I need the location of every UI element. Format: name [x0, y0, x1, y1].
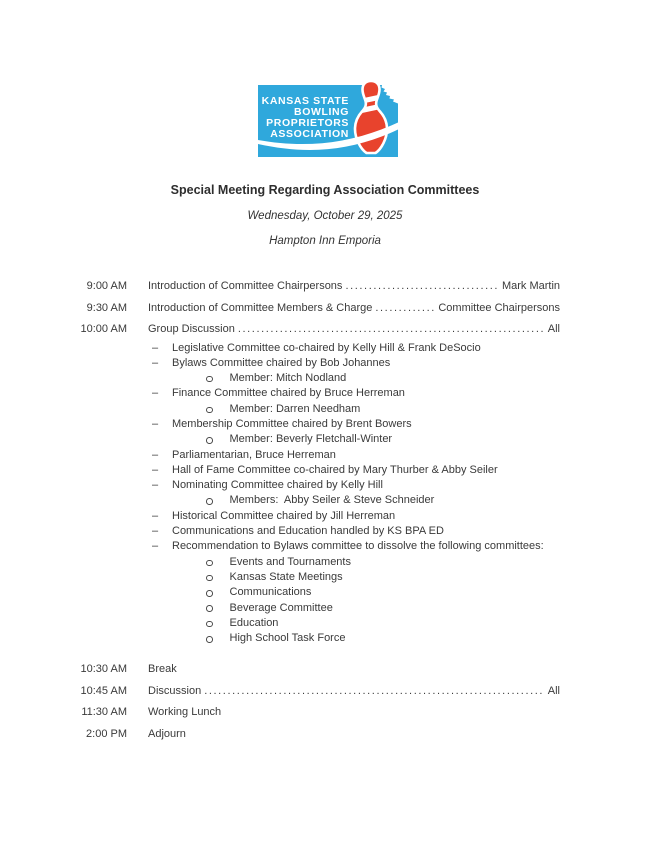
- agenda-item-text: Introduction of Committee Chairpersons: [148, 280, 343, 292]
- logo-line-1: KANSAS STATE: [261, 95, 349, 107]
- logo-line-2: BOWLING: [293, 106, 349, 118]
- agenda-subsubitem: [148, 493, 560, 508]
- dot-leader: [238, 322, 545, 338]
- agenda-time: 10:00 AM: [80, 323, 127, 335]
- circle-bullet-icon: [206, 590, 213, 597]
- dot-leader: [375, 301, 435, 317]
- dash-bullet-icon: –: [152, 356, 159, 369]
- dash-bullet-icon: –: [152, 387, 159, 400]
- meeting-title: Special Meeting Regarding Association Committees: [170, 183, 480, 197]
- agenda-item-text: Working Lunch: [148, 706, 222, 719]
- agenda-subsubitem: [148, 555, 560, 570]
- agenda-line: [148, 662, 560, 678]
- subitem-text: Hall of Fame Committee co-chaired by Mary Thurber & Abby Seiler: [172, 463, 498, 476]
- agenda-row: [70, 322, 560, 656]
- agenda-time: 9:30 AM: [86, 301, 127, 314]
- subitem-text: Recommendation to Bylaws committee to dissolve the following committees:: [172, 540, 544, 553]
- agenda-row: [70, 727, 560, 743]
- agenda-subitem: [148, 524, 560, 539]
- circle-bullet-icon: [206, 376, 213, 383]
- dash-bullet-icon: –: [152, 341, 159, 354]
- subitem-text: Events and Tournaments: [229, 555, 351, 568]
- subitem-text: Members: Abby Seiler & Steve Schneider: [229, 494, 435, 507]
- agenda-subsubitem: [148, 585, 560, 600]
- circle-bullet-icon: [206, 621, 213, 628]
- dash-bullet-icon: –: [152, 509, 159, 522]
- agenda-time: 11:30 AM: [81, 706, 127, 719]
- agenda-assignee: All: [547, 684, 560, 697]
- agenda-row: [70, 684, 560, 700]
- agenda-subitem: [148, 386, 560, 401]
- agenda-time: 10:30 AM: [80, 663, 127, 676]
- agenda-subsubitem: [148, 601, 560, 616]
- subitem-text: Communications and Education handled by KS BPA ED: [172, 525, 444, 538]
- agenda-item-text: Group Discussion: [148, 323, 235, 335]
- subitem-text: Education: [229, 616, 279, 629]
- subitem-text: Legislative Committee co-chaired by Kelly Hill & Frank DeSocio: [172, 341, 481, 354]
- subitem-text: Member: Darren Needham: [229, 402, 361, 415]
- dash-bullet-icon: –: [152, 448, 159, 461]
- agenda-time: 2:00 PM: [86, 727, 127, 740]
- subitem-text: Communications: [229, 586, 312, 599]
- agenda-subsubitem: [148, 631, 560, 646]
- dot-leader: [204, 684, 545, 700]
- agenda-time: 9:00 AM: [86, 280, 127, 292]
- agenda-subitem: [148, 509, 560, 524]
- agenda-subitem: [148, 478, 560, 493]
- subitem-text: Member: Mitch Nodland: [229, 372, 347, 385]
- agenda-subsubitem: [148, 570, 560, 585]
- agenda-assignee: All: [547, 323, 560, 335]
- dash-bullet-icon: –: [152, 540, 159, 553]
- agenda-subitem: [148, 417, 560, 432]
- agenda-row-body: [148, 705, 560, 721]
- agenda-item-text: Break: [148, 663, 177, 676]
- circle-bullet-icon: [206, 605, 213, 612]
- agenda-row-body: [148, 684, 560, 700]
- agenda-time: 10:45 AM: [80, 684, 127, 697]
- agenda-line: [148, 322, 560, 338]
- agenda-list: [70, 279, 560, 742]
- agenda-row: [70, 662, 560, 678]
- logo-line-3: PROPRIETORS: [265, 117, 349, 129]
- agenda-assignee: Committee Chairpersons: [438, 301, 560, 314]
- agenda-row-body: [148, 662, 560, 678]
- agenda-line: [148, 301, 560, 317]
- agenda-row: [70, 705, 560, 721]
- agenda-subitem: [148, 539, 560, 554]
- agenda-row-body: [148, 727, 560, 743]
- subitem-text: Parliamentarian, Bruce Herreman: [172, 448, 336, 461]
- agenda-subsubitem: [148, 616, 560, 631]
- agenda-subitem: [148, 356, 560, 371]
- agenda-subsubitem: [148, 402, 560, 417]
- agenda-subitem: [148, 448, 560, 463]
- agenda-assignee: Mark Martin: [501, 280, 560, 292]
- agenda-row-body: [148, 301, 560, 317]
- dash-bullet-icon: –: [152, 417, 159, 430]
- circle-bullet-icon: [206, 560, 213, 567]
- logo-line-4: ASSOCIATION: [269, 128, 349, 140]
- agenda-item-text: Discussion: [148, 684, 202, 697]
- dash-bullet-icon: –: [152, 479, 159, 492]
- circle-bullet-icon: [206, 437, 213, 444]
- agenda-row: [70, 301, 560, 317]
- circle-bullet-icon: [206, 498, 213, 505]
- dot-leader: [345, 279, 499, 295]
- kansas-state-bowling-logo: [256, 80, 401, 158]
- subitem-text: High School Task Force: [229, 632, 346, 645]
- subitem-text: Historical Committee chaired by Jill Herreman: [172, 509, 396, 522]
- circle-bullet-icon: [206, 636, 213, 643]
- subitem-text: Nominating Committee chaired by Kelly Hill: [172, 479, 383, 492]
- agenda-subsubitem: [148, 432, 560, 447]
- agenda-subitem: [148, 341, 560, 356]
- agenda-item-text: Introduction of Committee Members & Charge: [148, 301, 373, 314]
- subitem-text: Bylaws Committee chaired by Bob Johannes: [172, 356, 391, 369]
- circle-bullet-icon: [206, 575, 213, 582]
- subitem-text: Finance Committee chaired by Bruce Herreman: [172, 387, 405, 400]
- dash-bullet-icon: –: [152, 463, 159, 476]
- meeting-date: Wednesday, October 29, 2025: [247, 210, 403, 222]
- circle-bullet-icon: [206, 407, 213, 414]
- agenda-subitem: [148, 463, 560, 478]
- agenda-subsubitem: [148, 371, 560, 386]
- subitem-text: Kansas State Meetings: [229, 570, 343, 583]
- agenda-line: [148, 727, 560, 743]
- agenda-item-text: Adjourn: [148, 727, 186, 740]
- agenda-sublist: [148, 341, 560, 647]
- subitem-text: Member: Beverly Fletchall-Winter: [229, 433, 393, 446]
- subitem-text: Beverage Committee: [229, 601, 333, 614]
- agenda-line: [148, 684, 560, 700]
- dash-bullet-icon: –: [152, 525, 159, 538]
- subitem-text: Membership Committee chaired by Brent Bowers: [172, 417, 412, 430]
- agenda-row-body: [148, 279, 560, 295]
- agenda-row: [70, 279, 560, 295]
- logo-graphic: [256, 80, 401, 158]
- agenda-row-body: [148, 322, 560, 656]
- agenda-line: [148, 279, 560, 295]
- agenda-line: [148, 705, 560, 721]
- meeting-venue: Hampton Inn Emporia: [269, 235, 381, 247]
